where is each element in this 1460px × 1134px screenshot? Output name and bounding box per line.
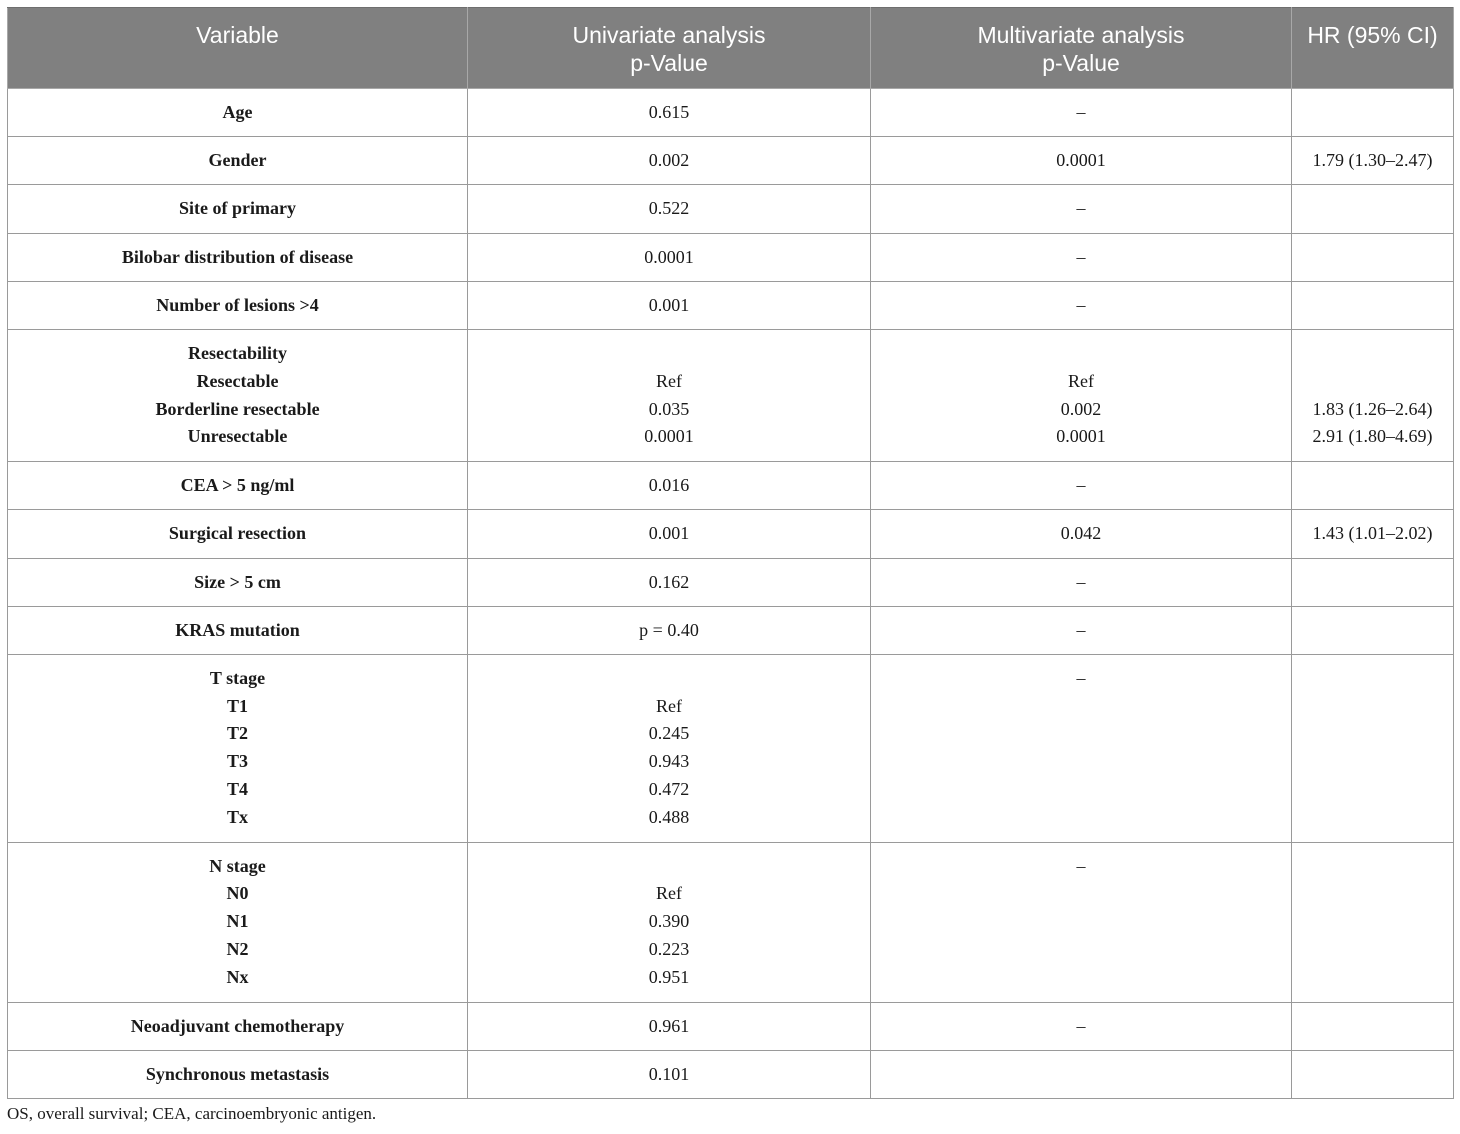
table-row	[8, 558, 1454, 606]
cell-line: –	[1076, 198, 1086, 219]
cell-line: Tx	[226, 806, 248, 827]
cell-line: 0.0001	[1056, 426, 1106, 447]
univariate-cell	[468, 558, 871, 606]
variable-cell	[8, 606, 468, 654]
cell-line: –	[1076, 246, 1086, 267]
cell-line: 1.79 (1.30–2.47)	[1312, 150, 1433, 171]
cell-line	[1298, 1013, 1447, 1041]
cell-line: 0.002	[648, 150, 690, 171]
hazard-ratio-cell	[1292, 1002, 1454, 1050]
variable-cell	[8, 329, 468, 461]
cell-line: 0.961	[648, 1015, 690, 1036]
table-row	[8, 462, 1454, 510]
cell-line: Bilobar distribution of disease	[121, 246, 354, 267]
cell-line: Resectable	[196, 370, 279, 391]
multivariate-cell	[871, 89, 1292, 137]
cell-line: Nx	[226, 966, 249, 987]
table-row	[8, 606, 1454, 654]
variable-cell	[8, 462, 468, 510]
cell-line: Size > 5 cm	[194, 571, 281, 592]
cell-line: T3	[226, 751, 248, 772]
header-line: Multivariate analysis	[977, 22, 1185, 48]
variable-cell	[8, 233, 468, 281]
hazard-ratio-cell	[1292, 89, 1454, 137]
header-line: p-Value	[1042, 50, 1120, 76]
multivariate-cell	[871, 654, 1292, 842]
cell-line: Neoadjuvant chemotherapy	[130, 1015, 345, 1036]
cell-line: Synchronous metastasis	[145, 1063, 330, 1084]
multivariate-cell	[871, 1050, 1292, 1098]
univariate-cell	[468, 89, 871, 137]
hazard-ratio-cell	[1292, 137, 1454, 185]
header-row	[8, 8, 1454, 89]
cell-line	[1298, 244, 1447, 272]
cell-line	[474, 340, 864, 368]
univariate-cell	[468, 462, 871, 510]
multivariate-cell	[871, 281, 1292, 329]
variable-cell	[8, 654, 468, 842]
cell-line: –	[1076, 294, 1086, 315]
table-row	[8, 654, 1454, 842]
cell-line	[1298, 195, 1447, 223]
cell-line	[1298, 472, 1447, 500]
univariate-cell	[468, 233, 871, 281]
header-hazard-ratio	[1292, 8, 1454, 89]
multivariate-cell	[871, 462, 1292, 510]
cell-line: Resectability	[188, 342, 287, 363]
table-header	[8, 8, 1454, 89]
multivariate-cell	[871, 510, 1292, 558]
multivariate-cell	[871, 558, 1292, 606]
cell-line: 1.83 (1.26–2.64)	[1312, 398, 1433, 419]
multivariate-cell	[871, 329, 1292, 461]
cell-line: 0.035	[648, 398, 690, 419]
cell-line: –	[1076, 855, 1086, 876]
header-line: HR (95% CI)	[1307, 22, 1438, 48]
univariate-cell	[468, 137, 871, 185]
survival-analysis-table	[7, 7, 1454, 1099]
cell-line: CEA > 5 ng/ml	[180, 475, 295, 496]
univariate-cell	[468, 329, 871, 461]
cell-line	[1298, 617, 1447, 645]
table-row	[8, 1002, 1454, 1050]
cell-line: N0	[226, 883, 249, 904]
hazard-ratio-cell	[1292, 329, 1454, 461]
univariate-cell	[468, 654, 871, 842]
cell-line: T stage	[209, 667, 266, 688]
multivariate-cell	[871, 1002, 1292, 1050]
table-footnote: OS, overall survival; CEA, carcinoembryonic antigen.	[7, 1104, 377, 1123]
cell-line: T1	[226, 695, 248, 716]
cell-line: Surgical resection	[168, 523, 307, 544]
cell-line	[1298, 99, 1447, 127]
hazard-ratio-cell	[1292, 185, 1454, 233]
multivariate-cell	[871, 606, 1292, 654]
univariate-cell	[468, 1050, 871, 1098]
univariate-cell	[468, 185, 871, 233]
cell-line: T4	[226, 779, 248, 800]
variable-cell	[8, 842, 468, 1002]
cell-line: KRAS mutation	[175, 619, 300, 640]
cell-line: Borderline resectable	[155, 398, 320, 419]
cell-line: 0.0001	[644, 246, 694, 267]
cell-line: N2	[226, 939, 249, 960]
cell-line: Site of primary	[179, 198, 296, 219]
cell-line: 1.43 (1.01–2.02)	[1312, 523, 1433, 544]
cell-line: 0.951	[648, 966, 690, 987]
cell-line: –	[1076, 102, 1086, 122]
cell-line	[1298, 292, 1447, 320]
header-line: Variable	[196, 22, 279, 48]
table-row	[8, 281, 1454, 329]
cell-line	[1298, 569, 1447, 597]
univariate-cell	[468, 606, 871, 654]
hazard-ratio-cell	[1292, 558, 1454, 606]
table-row	[8, 510, 1454, 558]
cell-line: 0.943	[648, 751, 690, 772]
cell-line: Ref	[656, 370, 682, 391]
cell-line: 0.042	[1060, 523, 1102, 544]
variable-cell	[8, 558, 468, 606]
table-row	[8, 329, 1454, 461]
cell-line: 0.0001	[644, 426, 694, 447]
cell-line: 0.002	[1060, 398, 1102, 419]
cell-line: 0.390	[648, 911, 690, 932]
cell-line: 0.001	[648, 523, 690, 544]
multivariate-cell	[871, 137, 1292, 185]
cell-line: Number of lesions >4	[156, 294, 319, 315]
header-line: p-Value	[630, 50, 708, 76]
table-row	[8, 89, 1454, 137]
cell-line: Ref	[656, 695, 682, 716]
cell-line: 0.245	[648, 723, 690, 744]
cell-line: –	[1076, 619, 1086, 640]
variable-cell	[8, 185, 468, 233]
hazard-ratio-cell	[1292, 842, 1454, 1002]
cell-line: Age	[222, 102, 253, 122]
cell-line: p = 0.40	[639, 619, 699, 640]
multivariate-cell	[871, 233, 1292, 281]
cell-line: 0.223	[648, 939, 690, 960]
variable-cell	[8, 1050, 468, 1098]
hazard-ratio-cell	[1292, 1050, 1454, 1098]
cell-line: 0.016	[648, 475, 690, 496]
cell-line: 0.615	[648, 102, 690, 122]
multivariate-cell	[871, 185, 1292, 233]
cell-line: 0.0001	[1056, 150, 1106, 171]
hazard-ratio-cell	[1292, 510, 1454, 558]
cell-line: T2	[226, 723, 248, 744]
table-body	[8, 89, 1454, 1099]
multivariate-cell	[871, 842, 1292, 1002]
hazard-ratio-cell	[1292, 654, 1454, 842]
header-univariate	[468, 8, 871, 89]
hazard-ratio-cell	[1292, 606, 1454, 654]
cell-line: Unresectable	[187, 426, 288, 447]
cell-line	[877, 1061, 1285, 1089]
hazard-ratio-cell	[1292, 233, 1454, 281]
header-variable	[8, 8, 468, 89]
univariate-cell	[468, 1002, 871, 1050]
cell-line: 0.522	[648, 198, 690, 219]
hazard-ratio-cell	[1292, 281, 1454, 329]
cell-line: N stage	[209, 855, 266, 876]
cell-line: Ref	[1068, 370, 1094, 391]
table-row	[8, 233, 1454, 281]
cell-line: Gender	[208, 150, 267, 171]
cell-line: –	[1076, 571, 1086, 592]
variable-cell	[8, 89, 468, 137]
cell-line	[1298, 853, 1447, 881]
cell-line: 0.101	[648, 1063, 690, 1084]
cell-line	[474, 665, 864, 693]
cell-line: 0.001	[648, 294, 690, 315]
cell-line	[1298, 368, 1447, 396]
cell-line: Ref	[656, 883, 682, 904]
header-line: Univariate analysis	[572, 22, 766, 48]
table-row	[8, 185, 1454, 233]
cell-line: N1	[226, 911, 249, 932]
table-row	[8, 137, 1454, 185]
table-row	[8, 1050, 1454, 1098]
cell-line: 0.488	[648, 806, 690, 827]
table-row	[8, 842, 1454, 1002]
univariate-cell	[468, 842, 871, 1002]
cell-line	[1298, 1061, 1447, 1089]
cell-line	[877, 340, 1285, 368]
variable-cell	[8, 510, 468, 558]
cell-line: 2.91 (1.80–4.69)	[1312, 426, 1433, 447]
univariate-cell	[468, 510, 871, 558]
cell-line: 0.472	[648, 779, 690, 800]
cell-line	[1298, 665, 1447, 693]
variable-cell	[8, 137, 468, 185]
cell-line	[474, 853, 864, 881]
variable-cell	[8, 1002, 468, 1050]
cell-line	[1298, 340, 1447, 368]
cell-line: –	[1076, 667, 1086, 688]
variable-cell	[8, 281, 468, 329]
cell-line: –	[1076, 1015, 1086, 1036]
header-multivariate	[871, 8, 1292, 89]
cell-line: –	[1076, 475, 1086, 496]
hazard-ratio-cell	[1292, 462, 1454, 510]
univariate-cell	[468, 281, 871, 329]
cell-line: 0.162	[648, 571, 690, 592]
